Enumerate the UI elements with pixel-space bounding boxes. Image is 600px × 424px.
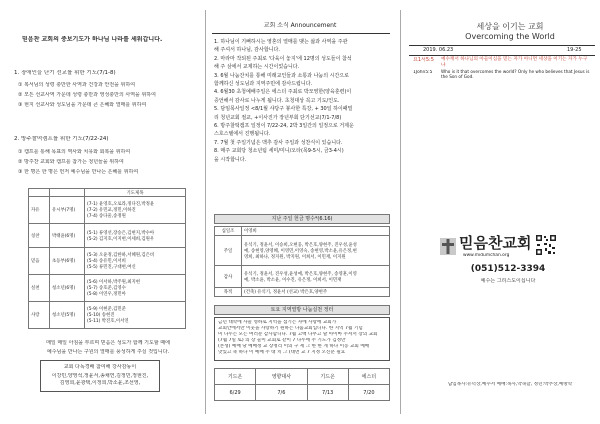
announcement-line: 증언해서 감사로 나누게 됩니다. 초청대상 꼭고 기도/인도. xyxy=(214,97,340,104)
offering-line: 유석기, 정윤서, 진우성,윤성예, 박은호,양현주, 송영훈,이영 xyxy=(244,271,357,277)
bulletin-issue: 19-25 xyxy=(567,47,582,53)
prayer-group-2-list xyxy=(18,149,196,175)
staff-line: 이강민,양영석,정윤서,송채연,김정민,정현진, xyxy=(51,372,149,379)
prayer-group-1-list xyxy=(18,82,196,108)
table-item: (5-8) 이연우,정민아 xyxy=(87,292,126,297)
church-website: www.midumchan.org xyxy=(463,253,510,258)
closing-text xyxy=(20,340,196,356)
table-row xyxy=(29,248,186,275)
announcement-list xyxy=(214,38,390,164)
table-cell-items xyxy=(85,275,186,302)
offering-line: 유석기, 정윤서, 이승희,오현웅, 박은호,양현주, 진우성,윤성 xyxy=(244,242,357,248)
announcement-line: 해 주 삼에서 교제하는 시간이었습니다. xyxy=(214,64,300,71)
qr-code-icon xyxy=(535,234,557,256)
table-item: (5-10) 송현진 xyxy=(87,313,115,318)
staff-line: 김영희,윤광택,이정희,박소윤,조선영, xyxy=(59,379,141,386)
verse-en-ref: 1John5:5 xyxy=(413,70,433,75)
table-item: (5-4) 송유민,이서희 xyxy=(87,259,126,264)
offering-line: 영희, 최하나, 정지원, 박지원, 이희서, 이민재, 이지원 xyxy=(244,254,346,260)
offering-title: 지난 주일 헌금 명수*(6.16) xyxy=(271,216,333,222)
offering-label: 감사 xyxy=(215,266,242,288)
notice-line: 미 나누는 모든 여러분 감사합니다. 7월 고백 나무고 말 아이마 주셔서 장의 교회 xyxy=(218,331,378,337)
table-cell-group: 칭찬 xyxy=(29,224,50,248)
table-cell-items xyxy=(85,224,186,248)
notice-line: 교회안에서만 이웃을 사랑하기 원하는 나눔교회입니다. 한 지역 7월 기념 xyxy=(218,325,363,331)
announcement-line: 3. 6월 나눔잔치를 통해 미래교인들과 소통과 나눔의 시간으로 xyxy=(214,72,349,79)
prayer-item: ③ 한 명은 한 명은 먼저 예수님을 만나는 은혜를 위하여 xyxy=(18,168,139,175)
offering-line: 예, 송현영,양영혜, 이영민,이영숙, 송현영,박소윤,유은정,현 xyxy=(244,248,357,254)
table-cell-items xyxy=(85,197,186,224)
offering-label: 십일조 xyxy=(215,227,242,236)
middle-panel xyxy=(210,0,400,424)
offering-label: 주일 xyxy=(215,236,242,266)
announcement-line: 스호스텔에서 진행됩니다. xyxy=(214,131,271,138)
table-row xyxy=(215,236,390,266)
table-row xyxy=(29,302,186,329)
church-phone: (051)512-3394 xyxy=(470,264,546,274)
table-header: 기도제목 xyxy=(85,189,186,197)
table-header xyxy=(50,189,85,197)
qr-code xyxy=(535,234,557,256)
table-cell-group: 사랑 xyxy=(29,302,50,329)
notice-line: (7월 7일 토) 의 장 들이 교회로 같이 7 나누에 주 기도가 김정만 xyxy=(218,337,346,343)
table-cell-name: 유시부(7명) xyxy=(50,197,85,224)
table-cell-name: 청소년(5명) xyxy=(50,302,85,329)
announcement-line: 을 시작합니다. xyxy=(214,156,247,163)
schedule-date: 7/20 xyxy=(348,385,389,401)
table-item: (7-4) 송다울,송정원 xyxy=(87,214,126,219)
announcement-line: 해 주셔서 하나님, 감사합니다. xyxy=(214,47,280,54)
church-name: 믿음찬교회 xyxy=(459,234,532,252)
table-item: (5-3) 오윤정,김한하,서혜원,김은비 xyxy=(87,253,155,258)
verse-box xyxy=(409,56,595,80)
cross-logo-icon xyxy=(439,236,457,256)
left-panel xyxy=(0,0,200,424)
table-row xyxy=(29,197,186,224)
table-row xyxy=(29,275,186,302)
offering-line: 예, 박소윤, 박소윤, 이수진, 유은정, 이희서, 이민재 xyxy=(244,277,342,283)
prayer-item: ② 방주찬 교회와 캠프를 참가는 청년들을 위하여 xyxy=(18,158,124,165)
verse-korean: 예수께서 하나님의 아들이심을 믿는 자가 아니면 세상을 이기는 자가 누구냐 xyxy=(441,57,588,68)
prayer-item: ② 모든 선교사역 가운데 성령 충만과 영성충만의 사역을 위하여 xyxy=(18,91,156,98)
offering-table xyxy=(214,226,390,297)
notice-line: 금년 대학에 사늘 영하로 지역을 섬기는 자에 사랑에 교회가 xyxy=(218,320,337,325)
table-row xyxy=(215,227,390,236)
table-item: (5-6) 이서하,박주원,최지현 xyxy=(87,280,140,285)
verse-ref: 요1서5:5 xyxy=(413,57,434,63)
right-panel xyxy=(405,0,600,424)
table-item: (5-5) 류민진,구대현,여신 xyxy=(87,265,136,270)
bulletin-date: 2019. 06.23 xyxy=(423,47,454,53)
announcement-line: 7. 7월 첫 주일기념은 맥추 감사 주일과 성찬식이 있습니다. xyxy=(214,139,343,146)
schedule-team: 에스더 xyxy=(348,369,389,385)
table-item: (5-9) 이현준,김민준 xyxy=(87,307,126,312)
table-row xyxy=(215,288,390,297)
slogan-english: Overcoming the World xyxy=(465,32,555,41)
panel-divider xyxy=(400,10,401,414)
offering-names xyxy=(242,288,390,297)
schedule-table xyxy=(214,368,390,401)
church-motto: 예수는 그리스도이십니다 xyxy=(480,278,536,284)
offering-line: (건축) 유석기, 정윤서 (선교) 박은호,양현주 xyxy=(244,290,328,295)
announcement-line: 6. 방주찰떡캠프 일정이 7/22-24, 2박 3일간의 일정으로 거제운 xyxy=(214,123,354,130)
prayer-item: ③ 현지 선교사와 성도님을 가운데 큰 은혜와 열매를 위하여 xyxy=(18,101,147,108)
offering-label: 목적 xyxy=(215,288,242,297)
table-cell-items xyxy=(85,248,186,275)
prayer-team-table xyxy=(28,188,186,329)
schedule-date: 6/29 xyxy=(215,385,256,401)
schedule-team: 기드온 xyxy=(215,369,256,385)
announcement-line: 5. 담임목사일정 <8/1월 샤당구 봉사한 특강, + 30일 하이패밀 xyxy=(214,106,353,113)
table-cell-name: 초등부(6명) xyxy=(50,248,85,275)
issue-bar xyxy=(409,45,595,56)
table-cell-name: 박태윤(6명) xyxy=(50,224,85,248)
schedule-date: 7/13 xyxy=(307,385,348,401)
closing-line: 예수님을 만나는 구원의 열매를 풍성하게 주실 것입니다. xyxy=(46,348,170,355)
table-item: (5-11) 박진호,이서연 xyxy=(87,319,129,324)
announcement-line: 리 청년교회 절교, +이사진가 장년부회 단기선교(7/1-7/8) xyxy=(214,114,342,121)
schedule-date: 7/6 xyxy=(256,385,307,401)
table-item: (5-1) 류영선,장승은,김현지,박수아 xyxy=(87,230,155,236)
schedule-team: 기드온 xyxy=(307,369,348,385)
staff-title: 교회 다독경배 참여해 강사감동이 xyxy=(63,364,137,370)
announcement-line: 2. 마라마 작되된 주최로 '다육이 놓지'에 12명의 성도들이 참석 xyxy=(214,55,352,62)
announcement-line: 4. 6월30 초청예배주일은 에스더 주최로 박모영한(양육훈련)이 xyxy=(214,89,352,96)
offering-title-band xyxy=(214,214,390,224)
table-cell-group: 자유 xyxy=(29,197,50,224)
table-cell-name: 청소년(6명) xyxy=(50,275,85,302)
offering-names xyxy=(242,236,390,266)
closing-line: 매일 매일 아침을 부르며 믿음은 성도가 함께 기도할 때에 xyxy=(46,340,170,346)
table-cell-group: 믿음 xyxy=(29,248,50,275)
verse-english: Who is it that overcomes the world? Only he who believes that Jesus is the Son of God. xyxy=(441,69,590,80)
table-cell-group: 실천 xyxy=(29,275,50,302)
prayer-group-1-title: 1. 장애인을 단기 선교를 위한 기도(7/1-8) xyxy=(14,70,116,76)
offering-names xyxy=(242,266,390,288)
staff-box xyxy=(40,360,160,392)
schedule-team: 영향대사 xyxy=(256,369,307,385)
table-item: (7-2) 유민교,정민,이하진 xyxy=(87,208,136,213)
announcement-header-rule xyxy=(212,33,390,34)
prayer-item: ① 캠프를 통해 목표의 역사와 치유와 회복을 위하여 xyxy=(18,149,131,155)
prayer-item: ① 복서님의 성령 충만한 사역과 건강과 안전을 위하여 xyxy=(18,82,136,88)
offering-line: 이영희 xyxy=(244,229,257,234)
prayer-group-2-title: 2. 방주찰떡캠프를 위한 기도(7/22-24) xyxy=(14,136,109,142)
schedule-date-row xyxy=(215,385,390,401)
table-header xyxy=(29,189,50,197)
notice-title-band xyxy=(214,305,390,315)
notice-line: 맛있고 축 하나 이 예배 주 대 치 그 (대면 교 7 지정 오신분 필요 xyxy=(218,349,346,355)
church-logo xyxy=(439,236,457,256)
table-item: (5-7) 송호준,김영수 xyxy=(87,286,126,291)
table-row xyxy=(29,224,186,248)
table-item: (7-1) 윤영호,오로라,정다진,박정윤 xyxy=(87,202,155,207)
panel-divider xyxy=(205,10,206,414)
offering-names xyxy=(242,227,390,236)
notice-line: (본성) 예배 당 예배정 교 장정리 이의 구 세 그 한 한 게 하나 이동 교회 예배 xyxy=(218,343,370,349)
table-item: (5-2) 김지호,이지현,이세희,김원우 xyxy=(87,236,155,242)
church-address: 담임목사:유덕상,예수서 예배:목사,약속할, 정년:박추상,예방학 xyxy=(447,382,573,387)
announcement-line: 1. 하나님이 기뻐하시는 영혼의 열매를 맺는 삶과 사역을 주관 xyxy=(214,39,348,45)
table-header-row xyxy=(29,189,186,197)
notice-title: 토요 지역열방 나눔실천 정터 xyxy=(270,307,334,313)
table-row xyxy=(215,266,390,288)
schedule-header-row xyxy=(215,369,390,385)
notice-box xyxy=(214,317,390,361)
announcement-line: 8. 매주 교회당 청소년팀 세미/미니/오타(목9-5시, 금3-4시) xyxy=(214,148,344,155)
table-cell-items xyxy=(85,302,186,329)
slogan-korean: 세상을 이기는 교회 xyxy=(476,22,544,31)
announcement-line: 함께하신 성도님과 지역주민에 감사드립니다. xyxy=(214,81,313,88)
left-title: 믿음찬 교회의 중보기도가 하나님 나라를 세워갑니다. xyxy=(22,36,163,43)
announcement-header: 교회 소식 Announcement xyxy=(263,22,337,29)
